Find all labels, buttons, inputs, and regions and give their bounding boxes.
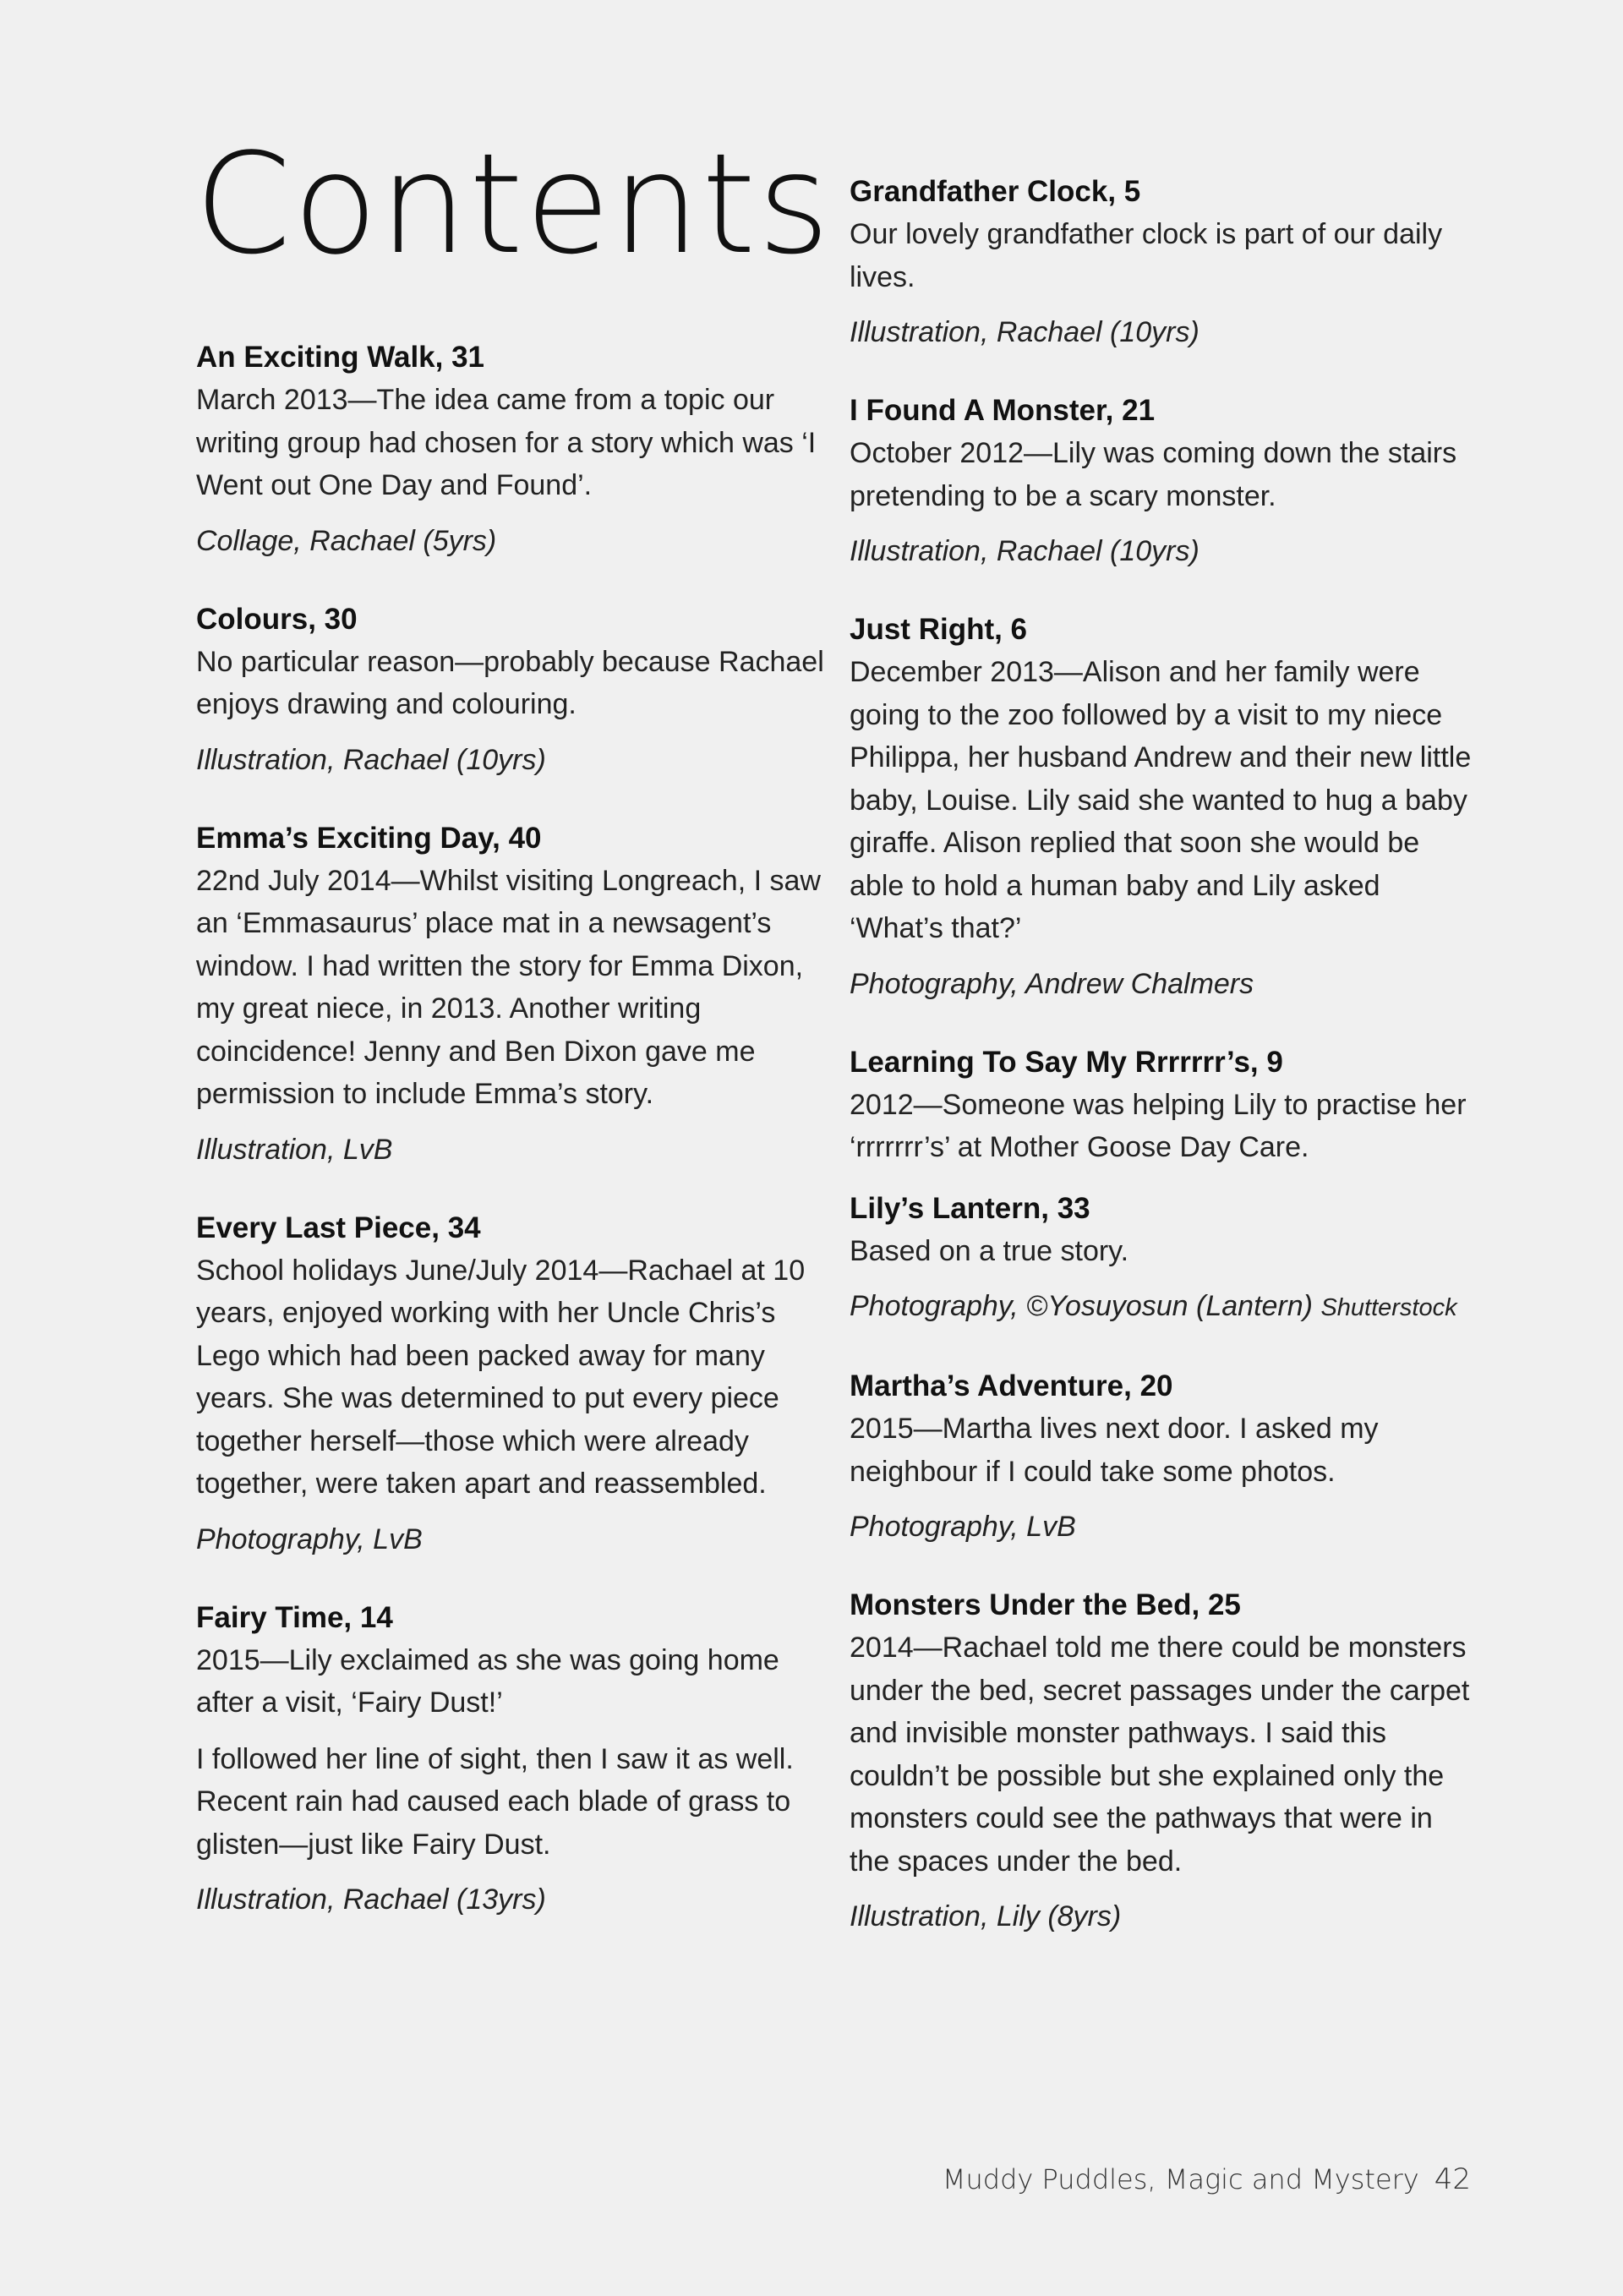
credit-text: Illustration, Rachael (10yrs)	[850, 316, 1199, 348]
entry-heading: An Exciting Walk, 31	[196, 341, 485, 374]
credit-text: Illustration, Rachael (10yrs)	[850, 535, 1199, 567]
entry-description: Our lovely grandfather clock is part of our daily lives.	[850, 218, 1443, 293]
contents-entry	[196, 599, 826, 779]
entry-description: I followed her line of sight, then I saw it as well. Recent rain had caused each blade of grass to glisten—just like Fairy Dust.	[196, 1742, 794, 1861]
contents-entry	[196, 817, 826, 1168]
entry-description: No particular reason—probably because Rachael enjoys drawing and colouring.	[196, 645, 824, 720]
entry-heading: Grandfather Clock, 5	[850, 175, 1141, 208]
credit-text: Collage, Rachael (5yrs)	[196, 524, 497, 557]
entry-heading: Fairy Time, 14	[196, 1600, 393, 1634]
book-title: Muddy Puddles, Magic and Mystery	[942, 2163, 1419, 2195]
entry-credit	[850, 533, 1479, 570]
contents-entry	[850, 609, 1479, 1003]
entry-credit	[850, 1898, 1479, 1935]
entry-description: 2015—Martha lives next door. I asked my neighbour if I could take some photos.	[850, 1413, 1379, 1488]
entry-credit	[196, 1881, 826, 1918]
contents-entry	[850, 1365, 1479, 1545]
entry-description: October 2012—Lily was coming down the stairs pretending to be a scary monster.	[850, 437, 1457, 512]
entry-credit	[850, 1287, 1479, 1326]
contents-entry	[196, 336, 826, 560]
entry-heading: Emma’s Exciting Day, 40	[196, 821, 542, 855]
entry-description: 22nd July 2014—Whilst visiting Longreach, I saw an ‘Emmasaurus’ place mat in a newsagent’s window. I had written the story for Emma Dixon, my great niece, in 2013. Another writing coincidence! Jenny and Ben Dixon gave me permission to include Emma’s story.	[196, 864, 821, 1110]
credit-text: Illustration, LvB	[196, 1133, 393, 1166]
contents-entry	[850, 1584, 1479, 1935]
entry-description: March 2013—The idea came from a topic our writing group had chosen for a story which was ‘I Went out One Day and Found’.	[196, 384, 817, 501]
credit-text: Photography, ©Yosuyosun (Lantern)	[850, 1290, 1313, 1322]
entry-description: 2012—Someone was helping Lily to practise her ‘rrrrrrr’s’ at Mother Goose Day Care.	[850, 1088, 1467, 1163]
entry-credit	[196, 1521, 826, 1558]
entry-description: Based on a true story.	[850, 1234, 1129, 1267]
entry-credit	[196, 741, 826, 779]
credit-text: Illustration, Lily (8yrs)	[850, 1900, 1122, 1932]
entry-heading: Every Last Piece, 34	[196, 1211, 481, 1244]
contents-entry	[196, 1597, 826, 1919]
contents-entry	[850, 390, 1479, 570]
entry-description: 2014—Rachael told me there could be monsters under the bed, secret passages under the carpet and invisible monster pathways. I said this couldn’t be possible but she explained only the monsters could see the pathways that were in the spaces under the bed.	[850, 1632, 1470, 1878]
credit-text: Illustration, Rachael (13yrs)	[196, 1883, 546, 1916]
page-footer	[943, 2162, 1471, 2196]
credit-text: Photography, Andrew Chalmers	[850, 967, 1254, 1000]
credit-text: Photography, LvB	[850, 1511, 1076, 1543]
contents-entry	[850, 171, 1479, 351]
entry-credit	[850, 314, 1479, 351]
page-title: Contents	[194, 123, 832, 285]
entry-description: 2015—Lily exclaimed as she was going home after a visit, ‘Fairy Dust!’	[196, 1643, 779, 1719]
credit-source: Shutterstock	[1320, 1294, 1457, 1321]
credit-text: Photography, LvB	[196, 1522, 423, 1555]
entry-description: School holidays June/July 2014—Rachael at 10 years, enjoyed working with her Uncle Chris’s Lego which had been packed away for many years. She was determined to put every piece together herself—those which were already together, were taken apart and reassembled.	[196, 1254, 806, 1500]
entry-heading: I Found A Monster, 21	[850, 394, 1156, 427]
entry-credit	[850, 965, 1479, 1003]
entry-heading: Monsters Under the Bed, 25	[850, 1588, 1241, 1621]
credit-text: Illustration, Rachael (10yrs)	[196, 743, 546, 776]
entry-heading: Just Right, 6	[850, 613, 1028, 646]
entry-heading: Martha’s Adventure, 20	[850, 1369, 1173, 1402]
contents-column-left	[196, 336, 826, 1957]
entry-heading: Colours, 30	[196, 602, 358, 636]
page-number: 42	[1434, 2162, 1471, 2196]
entry-description: December 2013—Alison and her family were going to the zoo followed by a visit to my niece Philippa, her husband Andrew and their new little baby, Louise. Lily said she wanted to hug a baby giraffe. Alison replied that soon she would be able to hold a human baby and Lily asked ‘What’s that?’	[850, 656, 1472, 944]
contents-entry	[196, 1207, 826, 1558]
contents-column-right	[850, 171, 1479, 1974]
entry-heading: Lily’s Lantern, 33	[850, 1191, 1090, 1225]
entry-credit	[850, 1508, 1479, 1545]
contents-entry	[850, 1041, 1479, 1169]
contents-entry	[850, 1188, 1479, 1327]
entry-heading: Learning To Say My Rrrrrrr’s, 9	[850, 1045, 1283, 1079]
entry-credit	[196, 1131, 826, 1168]
entry-credit	[196, 522, 826, 560]
